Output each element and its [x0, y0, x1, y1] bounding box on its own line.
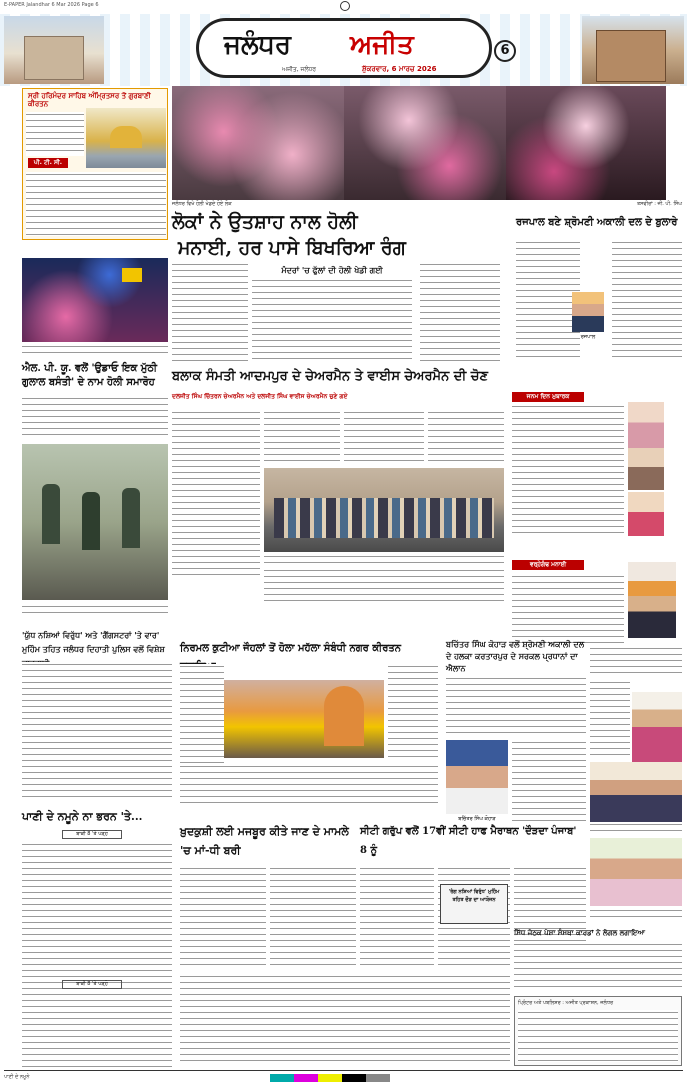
print-slug: E-PAPER Jalandhar 6 Mar 2026 Page 6: [4, 2, 99, 8]
couple-caption-2: [590, 908, 682, 922]
couple-photo-2: [590, 762, 682, 822]
continued-label-2: ਬਾਕੀ 8 'ਤੇ ਪੜ੍ਹੋ: [62, 980, 122, 989]
footer-left: ਪਾਣੀ ਦੇ ਨਮੂਨੇ: [4, 1074, 30, 1080]
suicide-headline: ਖ਼ੁਦਕੁਸ਼ੀ ਲਈ ਮਜਬੂਰ ਕੀਤੇ ਜਾਣ ਦੇ ਮਾਮਲੇ 'ਚ ਮਾਂ-ਧੀ ਬਰੀ: [180, 825, 349, 857]
golden-temple-photo: [86, 108, 166, 168]
block-samiti-headline: ਬਲਾਕ ਸੰਮਤੀ ਆਦਮਪੁਰ ਦੇ ਚੇਅਰਮੈਨ ਤੇ ਵਾਈਸ ਚੇਅਰਮੈਨ ਦੀ ਚੋਣ: [172, 369, 489, 384]
rajpal-story-text: [516, 240, 580, 360]
birthday-photo-1: [628, 402, 664, 448]
masthead-date: ਸ਼ੁੱਕਰਵਾਰ, 6 ਮਾਰਚ 2026: [362, 65, 437, 73]
birthday-header: ਜਨਮ ਦਿਨ ਮੁਬਾਰਕ: [512, 392, 584, 402]
couple-caption: [590, 822, 682, 836]
right-headline: ਰਜਪਾਲ ਬਣੇ ਸ਼੍ਰੋਮਣੀ ਅਕਾਲੀ ਦਲ ਦੇ ਬੁਲਾਰੇ: [516, 217, 678, 228]
police-parade-photo: [22, 444, 168, 600]
birthday-photo-2: [628, 448, 664, 490]
masthead-title-left: ਜਲੰਧਰ: [224, 30, 292, 60]
block-samiti-subline: ਦਲਜੀਤ ਸਿੰਘ ਚਿੱਤਰਨ ਚੇਅਰਮੈਨ ਅਤੇ ਦਲਜੀਤ ਸਿੰਘ ਵਾਈਸ ਚੇਅਰਮੈਨ ਚੁਣੇ ਗਏ: [172, 393, 348, 400]
shop-story-text: [514, 942, 682, 992]
sub-headline: ਮੰਦਰਾਂ 'ਚ ਫੁੱਲਾਂ ਦੀ ਹੋਲੀ ਖੇਡੀ ਗਈ: [281, 265, 383, 275]
kohar-portrait: [446, 740, 508, 814]
publisher-text: ਪ੍ਰਿੰਟਰ ਅਤੇ ਪਬਲਿਸ਼ਰ : ਅਜੀਤ ਪ੍ਰਕਾਸ਼ਨ, ਜਲੰਧਰ: [518, 1000, 614, 1006]
registration-mark-icon: [340, 1, 350, 11]
block-photo-caption: [264, 554, 504, 566]
water-headline: ਪਾਣੀ ਦੇ ਨਮੂਨੇ ਨਾ ਭਰਨ 'ਤੇ...: [22, 810, 143, 823]
holi-story-col-2: [252, 278, 412, 362]
anniversary-header: ਵਰ੍ਹੇਗੰਢ ਮਨਾਈ: [512, 560, 584, 570]
lpu-story-text: [22, 396, 168, 440]
top-photo-caption: ਜਲੰਧਰ ਵਿਖੇ ਹੋਲੀ ਖੇਡਦੇ ਹੋਏ ਲੋਕ: [172, 201, 232, 207]
akali-story-text: [446, 676, 586, 738]
kohar-portrait-caption: ਬਚਿੱਤਰ ਸਿੰਘ ਕੋਹਾੜ: [458, 816, 496, 822]
main-headline-line-1: ਲੋਕਾਂ ਨੇ ਉਤਸ਼ਾਹ ਨਾਲ ਹੋਲੀ: [172, 211, 358, 233]
kirtan-headline: ਨਿਰਮਲ ਕੁਟੀਆ ਜੌਹਲਾਂ ਤੋਂ ਹੋਲਾ ਮਹੱਲਾ ਸੰਬੰਧੀ ਨਗਰ ਕੀਰਤਨ: [180, 643, 402, 654]
kirtan-schedule-text-2: [26, 172, 166, 236]
block-samiti-photo: [264, 468, 504, 552]
kirtan-story-col-2: [388, 664, 438, 760]
building-photo-right: [582, 16, 684, 84]
kirtan-procession-photo: [224, 680, 384, 758]
police-headline: 'ਯੁੱਧ ਨਸ਼ਿਆਂ ਵਿਰੁੱਧ' ਅਤੇ 'ਗੈਂਗਸਟਰਾਂ 'ਤੇ ਵਾਰ' ਮੁਹਿੰਮ ਤਹਿਤ ਜਲੰਧਰ ਦਿਹਾਤੀ ਪੁਲਿਸ ਵਲੋਂ ਵਿਸ਼ੇਸ਼: [22, 630, 165, 654]
right-col-text-1: [590, 646, 682, 674]
main-headline-line-2: ਮਨਾਈ, ਹਰ ਪਾਸੇ ਬਿਖਰਿਆ ਰੰਗ: [178, 237, 406, 259]
city-story-col-1: [360, 866, 434, 970]
block-story-col-5: [264, 568, 504, 602]
masthead-title-right: ਅਜੀਤ: [350, 30, 414, 60]
birthday-text: [512, 404, 624, 534]
footer-rule: [4, 1070, 683, 1071]
police-story-text: [22, 662, 172, 802]
right-col-text-2: [590, 680, 630, 756]
suicide-story-col-2: [270, 866, 356, 970]
holi-story-col-1: [172, 262, 248, 362]
police-photo-caption: [22, 604, 168, 616]
akali-story-text-2: [512, 740, 586, 822]
city-group-headline: ਸੀਟੀ ਗਰੁੱਪ ਵਲੋਂ 17ਵੀਂ ਸੀਟੀ ਹਾਫ ਮੈਰਾਥਨ 'ਦੌੜਦਾ ਪੰਜਾਬ' 8 ਨੂੰ: [360, 826, 577, 856]
suicide-story-col-1: [180, 866, 266, 970]
kirtan-schedule-text: [26, 112, 84, 156]
kirtan-story-bottom: [180, 764, 438, 804]
birthday-photo-3: [628, 492, 664, 536]
lpu-holi-photo: [22, 258, 168, 342]
continued-label-1: ਬਾਕੀ 8 'ਤੇ ਪੜ੍ਹੋ: [62, 830, 122, 839]
ptc-badge: ਪੀ. ਟੀ. ਸੀ.: [28, 158, 68, 168]
pull-quote-box: 'ਰੰਗ ਨਸ਼ਿਆਂ ਵਿਰੁੱਧ' ਮੁਹਿੰਮ ਤਹਿਤ ਦੌੜ ਦਾ ਆਯੋਜਨ: [440, 884, 508, 924]
block-story-col-2: [264, 410, 340, 466]
publisher-details: [518, 1010, 678, 1062]
block-story-col-3: [344, 410, 424, 466]
shop-headline: ਸਿੱਧ ਜੇਠਕ ਪੇਸ਼ਾ ਸੰਸਥਾ ਕਾਰਡਾਂ ਨੇ ਲੋਗਲ ਲਗਾਇਆ: [514, 928, 645, 937]
anniversary-text: [512, 574, 624, 644]
rajpal-story-text-2: [612, 240, 682, 360]
water-story-text: [22, 842, 172, 1070]
color-bar: [270, 1074, 390, 1082]
rajpal-portrait-caption: ਰਜਪਾਲ: [580, 334, 596, 340]
building-photo-left: [4, 16, 104, 84]
holi-story-col-3: [420, 262, 500, 362]
akali-headline: ਬਚਿੱਤਰ ਸਿੰਘ ਕੋਹਾੜ ਵਲੋਂ ਸ਼੍ਰੋਮਣੀ ਅਕਾਲੀ ਦਲ ਦੇ ਹਲਕਾ ਕਰਤਾਰਪੁਰ ਦੇ ਸਰਕਲ ਪ੍ਰਧਾਨਾਂ ਦਾ ਐਲਾਨ: [446, 639, 585, 673]
rajpal-portrait: [572, 292, 604, 332]
kirtan-story-col-1: [180, 664, 224, 764]
bottom-story-text: [180, 974, 510, 1064]
kirtan-box-title: ਸ੍ਰੀ ਹਰਿਮੰਦਰ ਸਾਹਿਬ ਅੰਮ੍ਰਿਤਸਰ ਤੋਂ ਗੁਰਬਾਣੀ ਕੀਰਤਨ: [28, 92, 151, 108]
lpu-headline: ਐਲ. ਪੀ. ਯੂ. ਵਲੋਂ 'ਉਡਾਓ ਇਕ ਮੁੱਠੀ ਗੁਲਾਲ ਬਸੰਤੀ' ਦੇ ਨਾਮ ਹੋਲੀ ਸਮਾਰੋਹ: [22, 363, 157, 388]
couple-photo-1: [632, 692, 682, 762]
photo-credit: ਤਸਵੀਰਾਂ : ਜੀ. ਪੀ. ਸਿੰਘ: [636, 201, 682, 207]
masthead-subline: ਅਜੀਤ, ਜਲੰਧਰ: [282, 66, 317, 73]
couple-photo-3: [590, 838, 682, 906]
page-number-badge: 6: [494, 40, 516, 62]
block-story-col-4: [428, 410, 504, 466]
block-story-col-1: [172, 410, 260, 578]
lpu-photo-caption: [22, 344, 168, 356]
holi-photo-2: [344, 86, 506, 200]
anniversary-photo: [628, 562, 676, 638]
holi-photo-3: [506, 86, 666, 200]
holi-photo-1: [172, 86, 344, 200]
